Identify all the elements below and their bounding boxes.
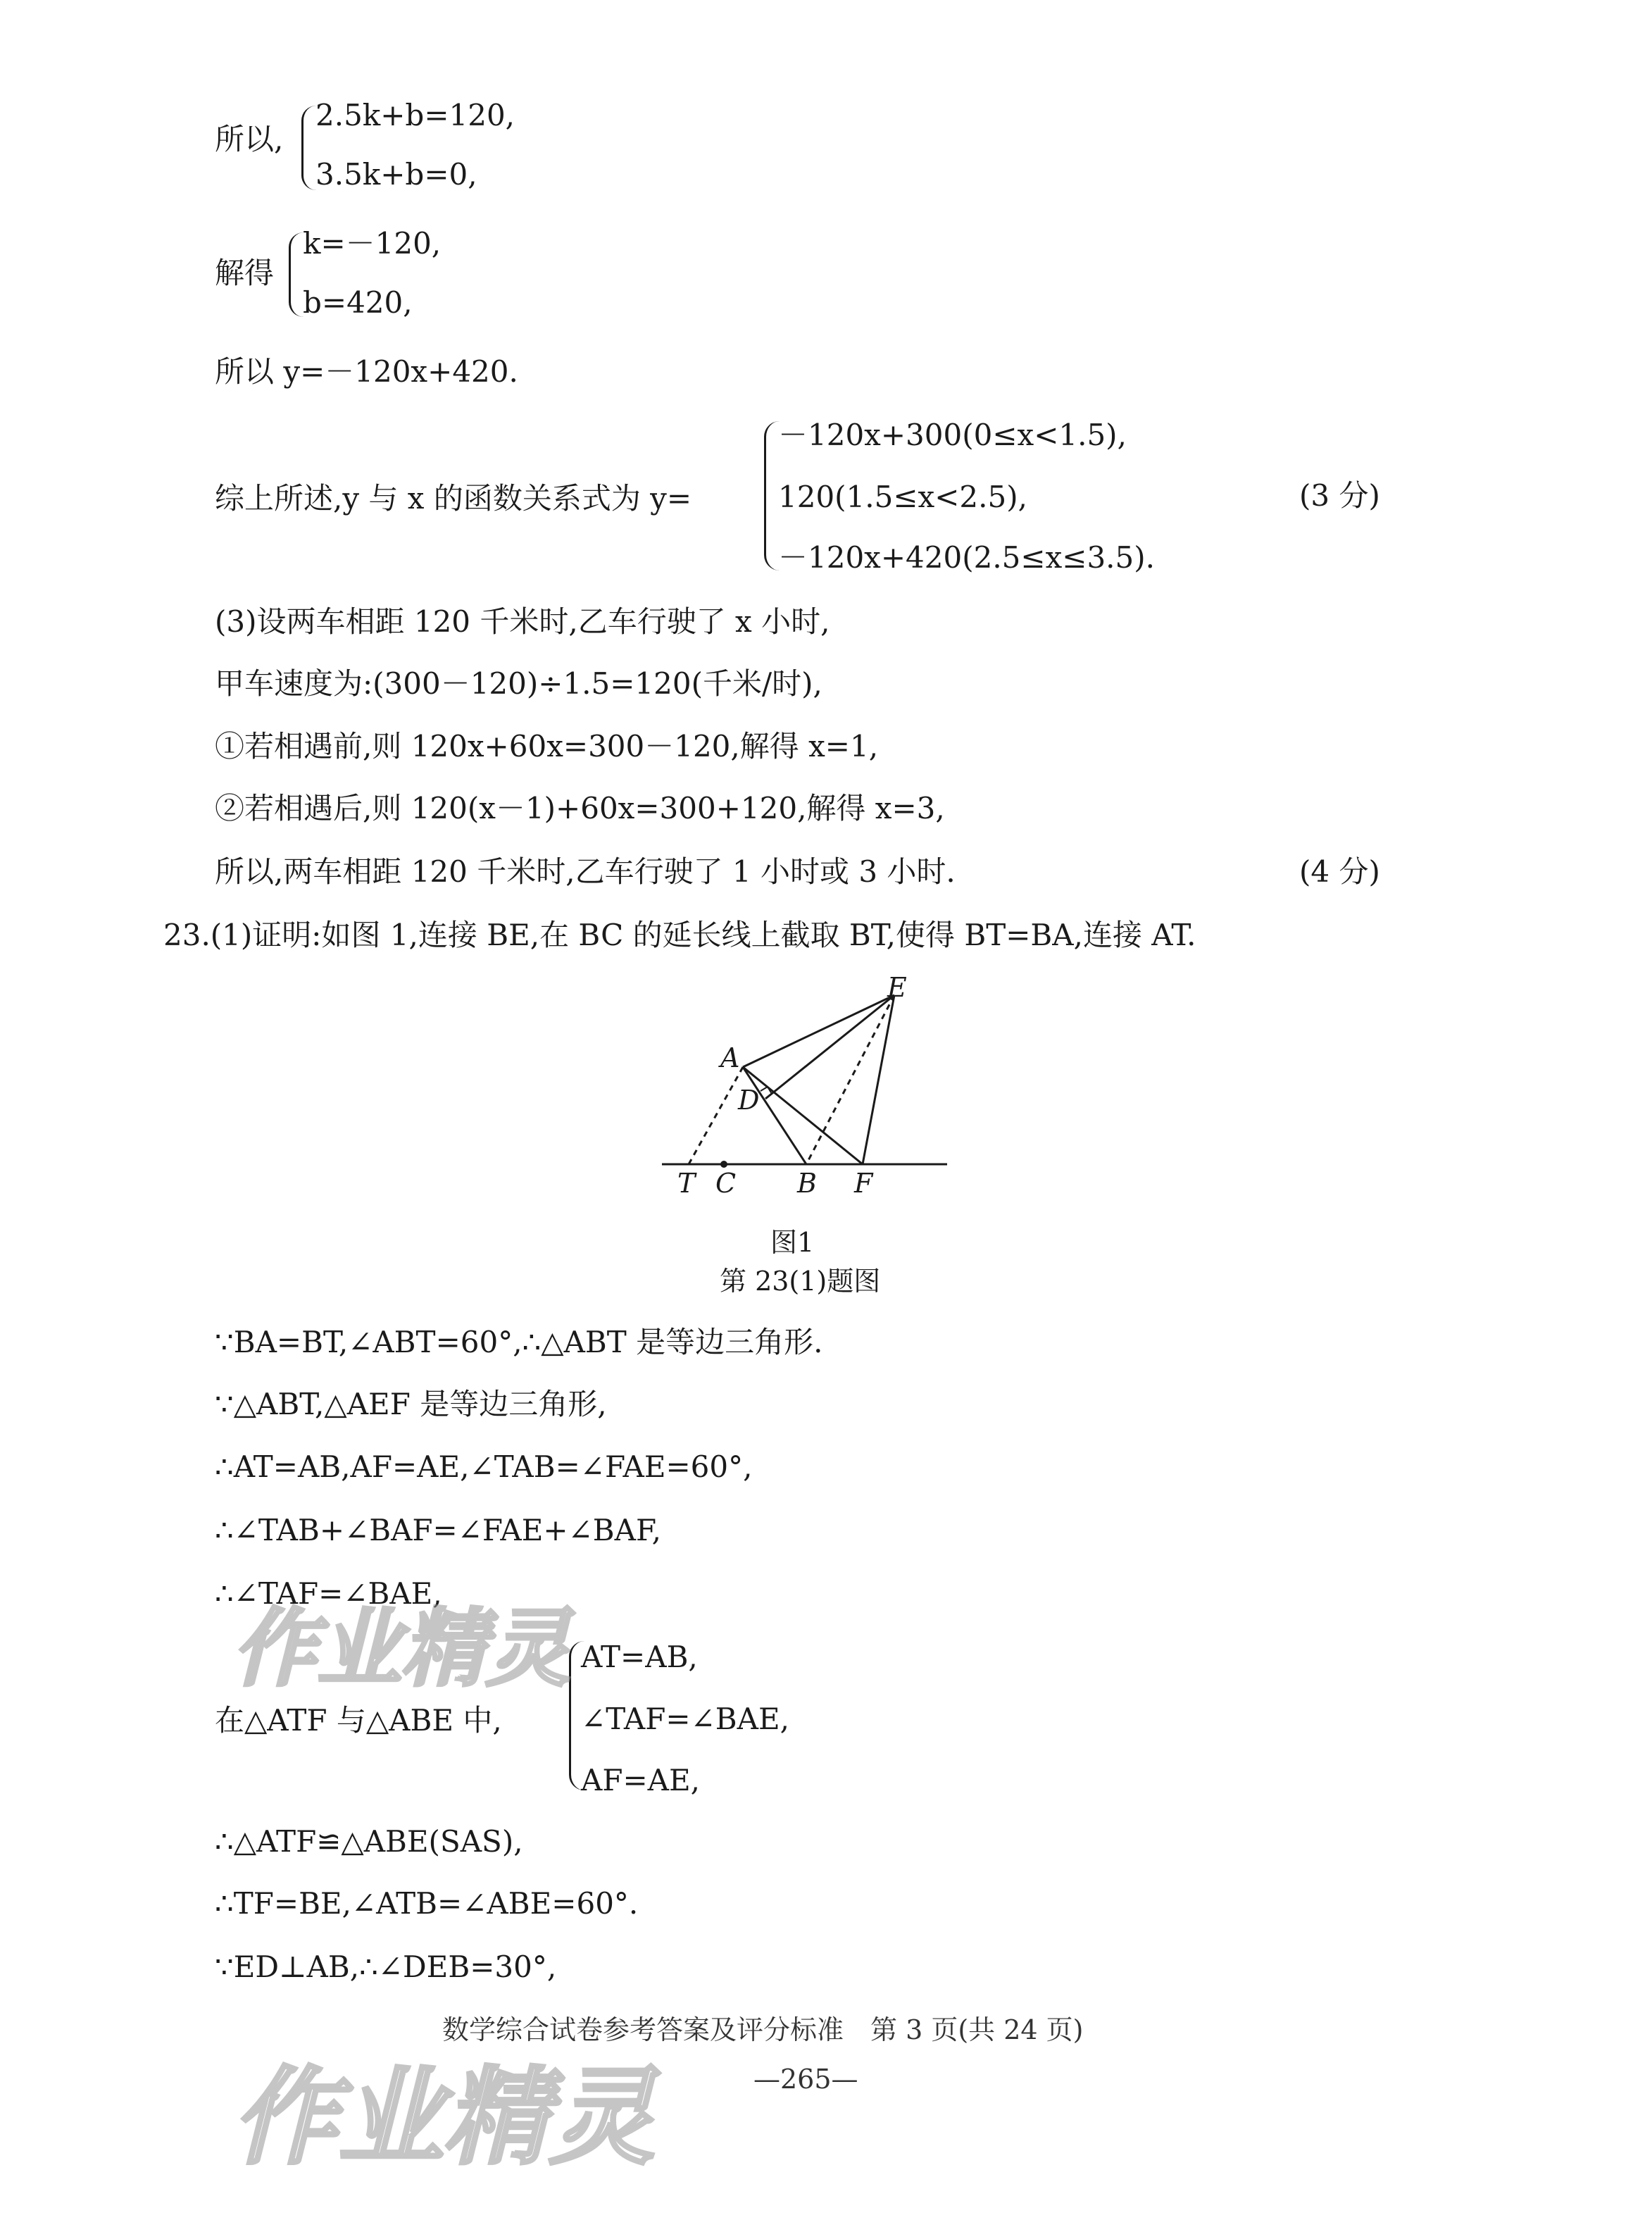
proof-line: ∴TF=BE,∠ATB=∠ABE=60°. [215, 1886, 639, 1921]
equation: b=420, [303, 285, 413, 320]
score: (4 分) [1299, 854, 1380, 889]
brace [289, 232, 304, 317]
brace [301, 106, 316, 190]
text-line: 所以 y=－120x+420. [215, 354, 518, 389]
proof-line: ∴∠TAB+∠BAF=∠FAE+∠BAF, [215, 1513, 661, 1547]
segment-AF [743, 1067, 863, 1164]
proof-line: ∴∠TAF=∠BAE, [215, 1576, 442, 1611]
score: (3 分) [1299, 478, 1380, 513]
proof-line: ∴AT=AB,AF=AE,∠TAB=∠FAE=60°, [215, 1449, 753, 1484]
equation: ∠TAF=∠BAE, [581, 1702, 789, 1736]
figure-caption: 第 23(1)题图 [720, 1266, 881, 1297]
point-C [720, 1161, 727, 1168]
problem-heading: 23.(1)证明:如图 1,连接 BE,在 BC 的延长线上截取 BT,使得 BT=BA,连接 AT. [163, 918, 1196, 952]
equation: 120(1.5≤x<2.5), [778, 480, 1027, 514]
system-label: 解得 [215, 256, 275, 290]
text-line: 甲车速度为:(300－120)÷1.5=120(千米/时), [215, 666, 822, 701]
text-line: ②若相遇后,则 120(x－1)+60x=300+120,解得 x=3, [215, 791, 945, 825]
watermark: 作业精灵 [232, 2057, 656, 2179]
equation: －120x+300(0≤x<1.5), [778, 418, 1127, 452]
proof-line: ∴△ATF≌△ABE(SAS), [215, 1824, 523, 1859]
equation: 3.5k+b=0, [315, 157, 477, 192]
page-footer: 数学综合试卷参考答案及评分标准 第 3 页(共 24 页) [442, 2014, 1084, 2045]
segment-EF [863, 995, 894, 1164]
label-B: B [797, 1168, 817, 1199]
label-F: F [854, 1168, 873, 1199]
figure-caption: 图1 [770, 1227, 815, 1258]
equation: －120x+420(2.5≤x≤3.5). [778, 540, 1155, 575]
label-C: C [715, 1168, 737, 1199]
proof-line: ∵BA=BT,∠ABT=60°,∴△ABT 是等边三角形. [215, 1325, 823, 1359]
segment-BE [806, 995, 894, 1164]
proof-line: ∵ED⊥AB,∴∠DEB=30°, [215, 1950, 557, 1984]
label-A: A [720, 1042, 740, 1073]
page-number: —265— [753, 2064, 858, 2095]
system-label: 所以, [215, 122, 284, 156]
segment-AB [743, 1067, 806, 1164]
text-line: (3)设两车相距 120 千米时,乙车行驶了 x 小时, [215, 604, 830, 639]
text-line: ①若相遇前,则 120x+60x=300－120,解得 x=1, [215, 729, 879, 763]
label-T: T [677, 1168, 696, 1199]
proof-line: ∵△ABT,△AEF 是等边三角形, [215, 1387, 607, 1421]
equation: AT=AB, [581, 1640, 698, 1674]
watermark: 作业精灵 [232, 1600, 570, 1698]
proof-line: 在△ATF 与△ABE 中, [215, 1703, 502, 1738]
text-line: 所以,两车相距 120 千米时,乙车行驶了 1 小时或 3 小时. [215, 854, 956, 889]
equation: k=－120, [303, 226, 442, 261]
label-E: E [887, 975, 907, 1003]
geometry-figure [648, 975, 958, 1215]
segment-AT [689, 1067, 743, 1164]
piecewise-label: 综上所述,y 与 x 的函数关系式为 y= [215, 481, 692, 516]
equation: 2.5k+b=120, [315, 98, 515, 132]
label-D: D [738, 1085, 760, 1116]
equation: AF=AE, [581, 1763, 701, 1797]
